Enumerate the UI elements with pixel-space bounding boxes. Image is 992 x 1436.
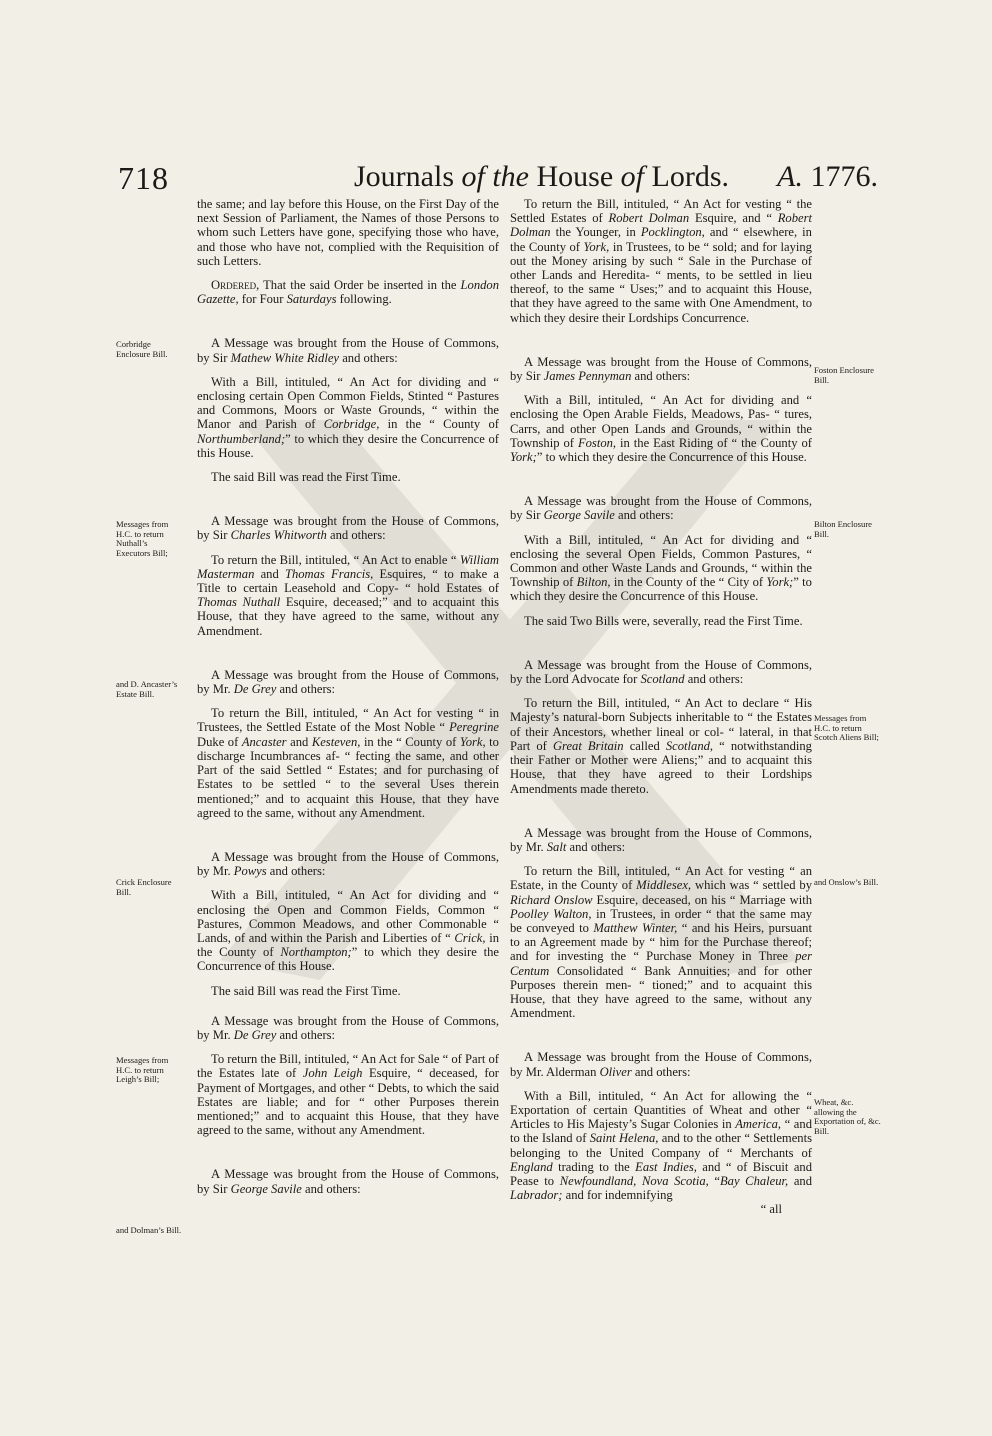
message-heading: A Message was brought from the House of Commons, by Mr. De Grey and others: [197, 667, 499, 697]
margin-note: Messages from H.C. to return Nuthall’s Executors Bill; [116, 519, 169, 558]
message-heading: A Message was brought from the House of Commons, by Mr. Powys and others: [197, 849, 499, 879]
message-heading: A Message was brought from the House of Commons, by Mr. Alderman Oliver and others: [510, 1050, 812, 1079]
bill-text: To return the Bill, intituled, “ An Act for vesting “ an Estate, in the County of Middlesex, which was “ settled by Richard Onslow Esquire, deceased, on his “ Marriage with Poolley Walton, in Trustees, in order “ that the same may be conveyed to Matthew Winter, “ and his Heirs, pursuant to an Agreement made by “ him for the Purchase thereof; and for investing the “ Purchase Money in Three per Centum Consolidated “ Bank Annuities; and for other Purposes therein men- “ tioned;” and to acquaint this House, that they have agreed to the same, without any Amendment. [510, 864, 813, 1021]
bill-text: To return the Bill, intituled, “ An Act for Sale “ of Part of the Estates late of John Leigh Esquire, “ deceased, for Payment of Mortgages, and other “ Debts, to which the said Estates are liable; and for “ other Purposes therein mentioned;” and to acquaint this House, that they have agreed to the same, without any Amendment. [197, 1052, 499, 1138]
reading-note: The said Two Bills were, severally, read the First Time. [524, 613, 803, 628]
message-heading: A Message was brought from the House of Commons, by Sir George Savile and others: [510, 494, 812, 523]
message-heading: A Message was brought from the House of Commons, by Sir George Savile and others: [197, 1167, 499, 1196]
bill-text: To return the Bill, intituled, “ An Act to declare “ His Majesty’s natural-born Subjects inheritable to “ the Estates of their Ancestors, whether lineal or col- “ lateral, in that Part of Great Britain called Scotland, “ notwithstanding their Father or Mother were Aliens;” and to acquaint this House, that they have agreed to their Lordships Amendments made thereto. [510, 696, 812, 796]
margin-note: and D. Ancaster’s Estate Bill. [116, 679, 178, 699]
bill-text: With a Bill, intituled, “ An Act for dividing and “ enclosing the Open Arable Fields, Meadows, Pas- “ tures, Carrs, and other Open Lands and Grounds, “ within the Township of Foston, in the East Riding of “ the County of York;” to which they desire the Concurrence of this House. [510, 393, 812, 465]
bill-text: With a Bill, intituled, “ An Act for dividing and “ enclosing the several Open Fields, Common Pastures, “ Common and other Waste Lands and Grounds, “ within the Township of Bilton, in the County of the “ City of York;” to which they desire the Concurrence of this House. [510, 532, 812, 604]
running-header [118, 160, 878, 200]
bill-text: To return the Bill, intituled, “ An Act for vesting “ the Settled Estates of Robert Dolman Esquire, and “ Robert Dolman the Younger, in Pocklington, and “ elsewhere, in the County of York, in Trustees, to be “ sold; and for laying out the Money arising by such “ Sale in the Purchase of other Lands and Heredita- “ ments, to be settled in lieu thereof, to the same “ Uses;” and to acquaint this House, that they have agreed to the same with One Amendment, to which they desire their Lordships Concurrence. [510, 197, 812, 325]
message-heading: A Message was brought from the House of Commons, by Sir Mathew White Ridley and others: [197, 336, 499, 365]
message-heading: A Message was brought from the House of Commons, by Sir James Pennyman and others: [510, 354, 812, 384]
margin-note: and Dolman’s Bill. [116, 1225, 182, 1235]
reading-note: The said Bill was read the First Time. [211, 983, 401, 998]
reading-note: The said Bill was read the First Time. [211, 470, 401, 485]
catchword: “ all [760, 1202, 782, 1217]
margin-note: Bilton Enclosure Bill. [814, 519, 872, 539]
margin-note: Wheat, &c. allowing the Exportation of, &c. Bill. [814, 1097, 881, 1136]
right-column [510, 197, 812, 1217]
margin-note: Corbridge Enclosure Bill. [116, 339, 168, 359]
margin-note: Messages from H.C. to return Scotch Aliens Bill; [814, 713, 879, 742]
bill-text: To return the Bill, intituled, “ An Act for vesting “ in Trustees, the Settled Estate of the Most Noble “ Peregrine Duke of Ancaster and Kesteven, in the “ County of York, to discharge Incumbrances af- “ fecting the same, and other Part of the said Settled “ Estates; and for purchasing of Estates to be settled “ to the several Uses therein mentioned;” and to acquaint this House, that they have agreed to the same, without any Amendment. [197, 706, 499, 820]
message-heading: A Message was brought from the House of Commons, by the Lord Advocate for Scotland and others: [510, 657, 812, 687]
bill-text: To return the Bill, intituled, “ An Act to enable “ William Masterman and Thomas Francis, Esquires, “ to make a Title to certain Leasehold and Copy- “ hold Estates of Thomas Nuthall Esquire, deceased;” and to acquaint this House, that they have agreed to the same, without any Amendment. [197, 552, 500, 638]
margin-note: Crick Enclosure Bill. [116, 877, 172, 897]
left-column [197, 197, 499, 1196]
paragraph: Ordered, That the said Order be inserted in the London Gazette, for Four Saturdays following. [197, 278, 500, 307]
message-heading: A Message was brought from the House of Commons, by Mr. De Grey and others: [197, 1013, 499, 1042]
bill-text: With a Bill, intituled, “ An Act for allowing the “ Exportation of certain Quantities of Wheat and other “ Articles to His Majesty’s Sugar Colonies in America, “ and to the Island of Saint Helena, and to the other “ Settlements belonging to the United Company of “ Merchants of England trading to the East Indies, and “ of Biscuit and Pease to Newfoundland, Nova Scotia, “Bay Chaleur, and Labrador; and for indemnifying [510, 1088, 813, 1203]
message-heading: A Message was brought from the House of Commons, by Mr. Salt and others: [510, 825, 812, 854]
paragraph: the same; and lay before this House, on the First Day of the next Session of Parliament, the Names of those Persons to whom such Letters have gone, specifying those who have, and those who have not, complied with the Requisition of such Letters. [197, 197, 499, 268]
bill-text: With a Bill, intituled, “ An Act for dividing and “ enclosing the Open and Common Fields, Common “ Pastures, Common Meadows, and other Commonable “ Lands, of and within the Parish and Liberties of “ Crick, in the County of Northampton;” to which they desire the Concurrence of this House. [197, 888, 499, 974]
bill-text: With a Bill, intituled, “ An Act for dividing and “ enclosing certain Open Common Fields, Stinted “ Pastures and Commons, Moors or Waste Grounds, “ within the Manor and Parish of Corbridge, in the “ County of Northumberland;” to which they desire the Concurrence of this House. [197, 374, 499, 460]
year: A. 1776. [777, 160, 878, 193]
margin-note: and Onslow’s Bill. [814, 877, 879, 887]
page-number: 718 [118, 160, 169, 196]
margin-note: Foston Enclosure Bill. [814, 365, 874, 385]
message-heading: A Message was brought from the House of Commons, by Sir Charles Whitworth and others: [197, 514, 499, 543]
journal-title: Journals of the House of Lords. [354, 160, 729, 193]
margin-note: Messages from H.C. to return Leigh’s Bill; [116, 1055, 169, 1084]
